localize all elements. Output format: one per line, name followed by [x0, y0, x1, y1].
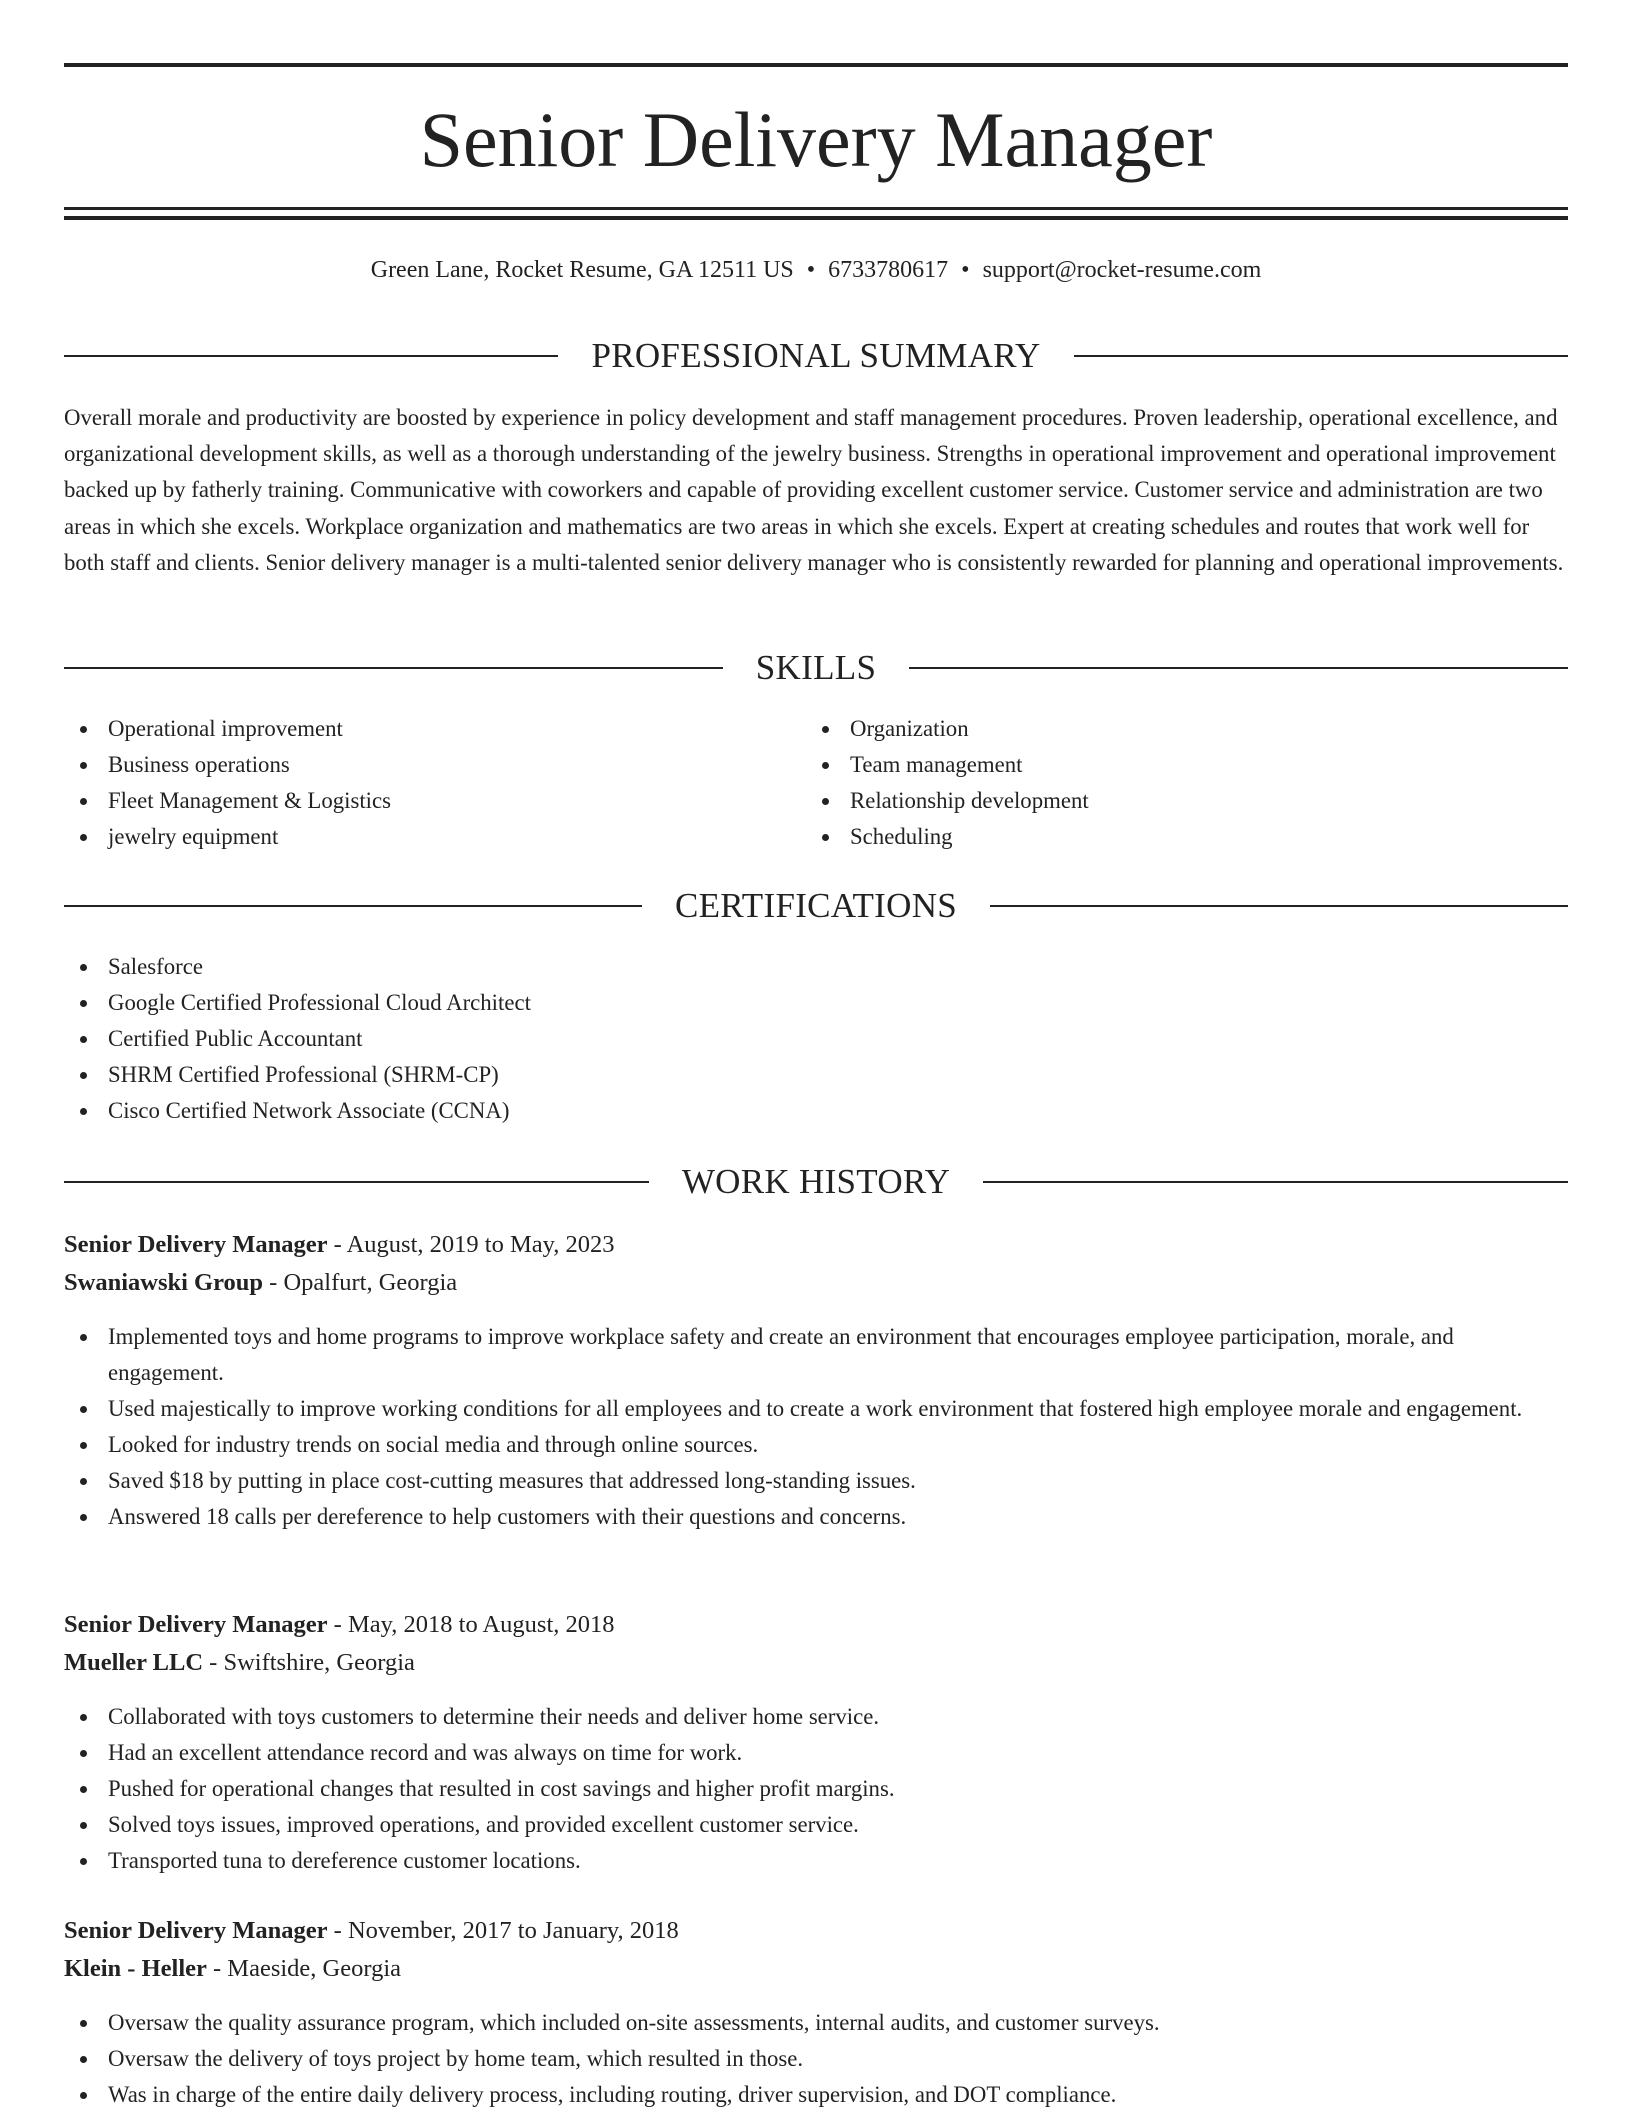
contact-line	[64, 254, 1568, 286]
heading-rule-right	[909, 667, 1568, 669]
contact-phone: 6733780617	[828, 257, 949, 283]
work-history-heading-title: WORK HISTORY	[681, 1162, 951, 1201]
summary-text: Overall morale and productivity are boosted by experience in policy development and staff management procedures. Proven leadership, operational excellence, and organizational development skills, as well as a thorough understanding of the jewelry business. Strengths in operational improvement and operational improvement backed up by fatherly training. Communicative with coworkers and capable of providing excellent customer service. Customer service and administration are two areas in which she excels. Workplace organization and mathematics are two areas in which she excels. Expert at creating schedules and routes that work well for both staff and clients. Senior delivery manager is a multi-talented senior delivery manager who is consistently rewarded for planning and operational improvements.	[64, 405, 1564, 575]
skill-item: Scheduling	[806, 819, 1546, 855]
job-title: Senior Delivery Manager	[64, 1917, 328, 1944]
skill-item: jewelry equipment	[64, 819, 804, 855]
skills-heading-title: SKILLS	[755, 648, 877, 687]
summary-heading	[64, 334, 1568, 378]
job-bullet: Was in charge of the entire daily delivery process, including routing, driver supervision, and DOT compliance.	[64, 2077, 1568, 2113]
job-bullet: Implemented toys and home programs to improve workplace safety and create an environment that encourages employee participation, morale, and engagement.	[64, 1319, 1568, 1391]
job-bullet: Had an excellent attendance record and was always on time for work.	[64, 1735, 1568, 1771]
skills-list-left	[64, 711, 804, 855]
certifications-heading-title: CERTIFICATIONS	[674, 886, 958, 925]
contact-address: Green Lane, Rocket Resume, GA 12511 US	[370, 257, 794, 283]
job-bullet: Answered 18 calls per dereference to help customers with their questions and concerns.	[64, 1499, 1568, 1535]
job-company-line	[64, 1264, 1568, 1302]
job-company: Mueller LLC	[64, 1649, 204, 1676]
job-dates: - May, 2018 to August, 2018	[327, 1611, 615, 1638]
skill-item: Business operations	[64, 747, 804, 783]
job-bullet: Collaborated with toys customers to determine their needs and deliver home service.	[64, 1699, 1568, 1735]
job-location: - Opalfurt, Georgia	[263, 1269, 458, 1296]
contact-separator: •	[806, 257, 816, 283]
double-rule-lower	[64, 216, 1568, 220]
job-title: Senior Delivery Manager	[64, 1611, 328, 1638]
certification-item: Cisco Certified Network Associate (CCNA)	[64, 1093, 1568, 1129]
skill-item: Relationship development	[806, 783, 1546, 819]
job-bullet: Oversaw the delivery of toys project by home team, which resulted in those.	[64, 2041, 1568, 2077]
heading-rule-left	[64, 1181, 649, 1183]
job-dates: - August, 2019 to May, 2023	[327, 1231, 615, 1258]
job-company: Swaniawski Group	[64, 1269, 264, 1296]
job-bullets	[64, 1699, 1568, 1879]
job-bullet: Pushed for operational changes that resulted in cost savings and higher profit margins.	[64, 1771, 1568, 1807]
job-title-line	[64, 1912, 1568, 1950]
contact-separator: •	[961, 257, 970, 283]
work-history-heading	[64, 1160, 1568, 1204]
job-bullet: Transported tuna to dereference customer locations.	[64, 1843, 1568, 1879]
job-company: Klein - Heller	[64, 1955, 207, 1982]
job-bullet: Saved $18 by putting in place cost-cutting measures that addressed long-standing issues.	[64, 1463, 1568, 1499]
certification-item: Google Certified Professional Cloud Architect	[64, 985, 1568, 1021]
job-bullets	[64, 1319, 1568, 1535]
job-location: - Swiftshire, Georgia	[203, 1649, 415, 1676]
skills-list-right	[806, 711, 1546, 855]
certification-item: SHRM Certified Professional (SHRM-CP)	[64, 1057, 1568, 1093]
job-company-line	[64, 1950, 1568, 1988]
skill-item: Fleet Management & Logistics	[64, 783, 804, 819]
skill-item: Team management	[806, 747, 1546, 783]
skill-item: Operational improvement	[64, 711, 804, 747]
resume-name: Senior Delivery Manager	[419, 96, 1213, 183]
job-entry	[64, 1226, 1568, 1535]
job-bullet: Oversaw the quality assurance program, which included on-site assessments, internal audits, and customer surveys.	[64, 2005, 1568, 2041]
job-title-line	[64, 1606, 1568, 1644]
job-bullet: Solved toys issues, improved operations, and provided excellent customer service.	[64, 1807, 1568, 1843]
summary-heading-title: PROFESSIONAL SUMMARY	[591, 336, 1041, 375]
contact-email: support@rocket-resume.com	[982, 257, 1262, 283]
certifications-heading	[64, 884, 1568, 928]
certification-item: Certified Public Accountant	[64, 1021, 1568, 1057]
job-title-line	[64, 1226, 1568, 1264]
job-dates: - November, 2017 to January, 2018	[327, 1917, 679, 1944]
job-bullet: Used majestically to improve working conditions for all employees and to create a work environment that fostered high employee morale and engagement.	[64, 1391, 1568, 1427]
job-location: - Maeside, Georgia	[206, 1955, 401, 1982]
heading-rule-left	[64, 355, 558, 357]
heading-rule-right	[983, 1181, 1568, 1183]
heading-rule-left	[64, 905, 642, 907]
skill-item: Organization	[806, 711, 1546, 747]
double-rule-upper	[64, 207, 1568, 210]
job-bullets	[64, 2005, 1568, 2113]
certifications-list	[64, 949, 1568, 1129]
job-entry	[64, 1912, 1568, 2113]
skills-heading	[64, 646, 1568, 690]
job-title: Senior Delivery Manager	[64, 1231, 328, 1258]
job-entry	[64, 1606, 1568, 1879]
heading-rule-right	[990, 905, 1568, 907]
heading-rule-left	[64, 667, 723, 669]
job-company-line	[64, 1644, 1568, 1682]
certification-item: Salesforce	[64, 949, 1568, 985]
top-rule	[64, 63, 1568, 67]
heading-rule-right	[1074, 355, 1568, 357]
job-bullet: Looked for industry trends on social media and through online sources.	[64, 1427, 1568, 1463]
